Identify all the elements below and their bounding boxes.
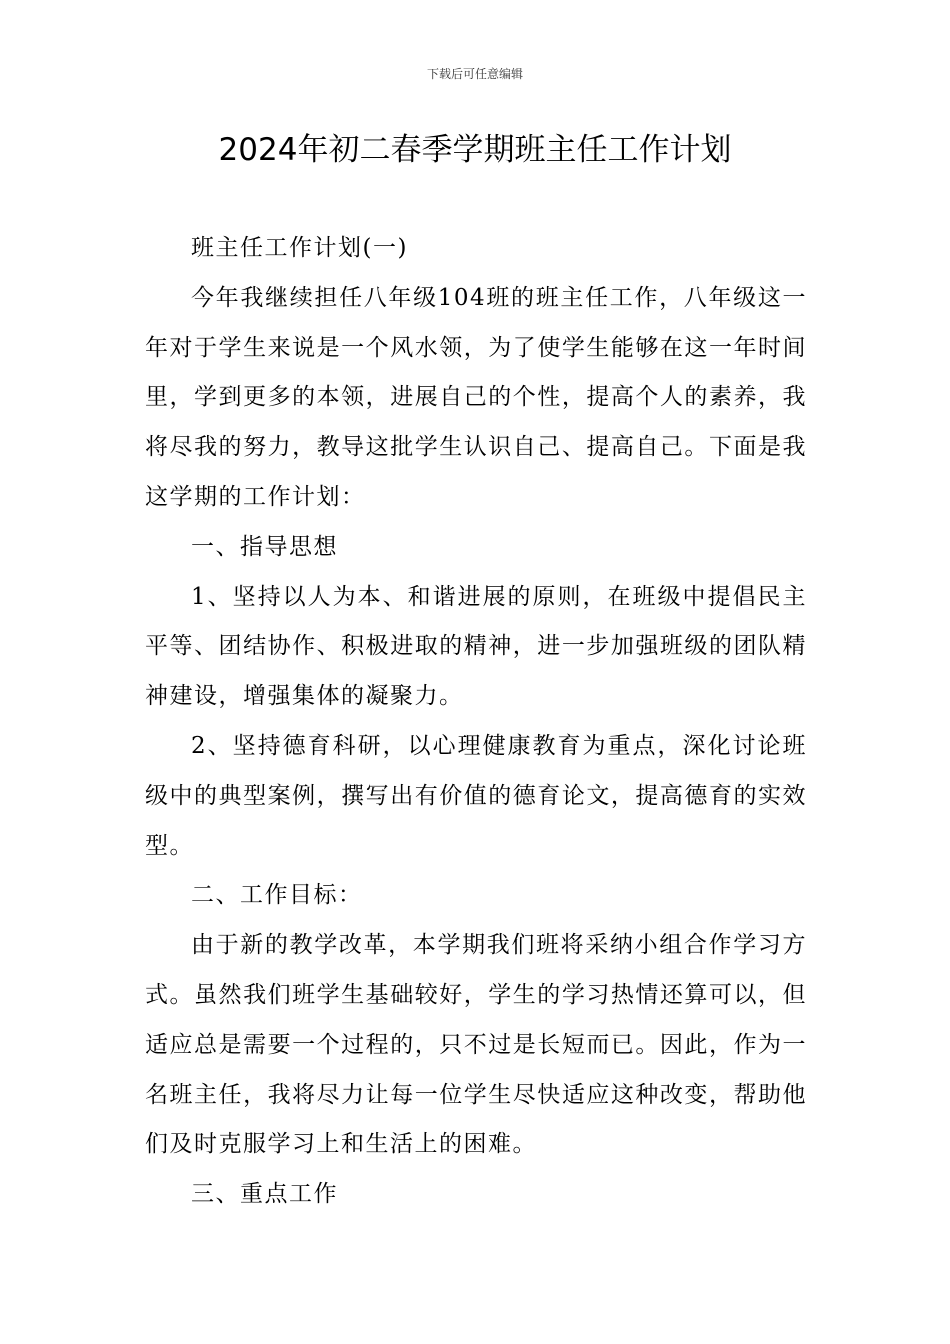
section-heading-work-goals: 二、工作目标： xyxy=(191,882,363,909)
document-body xyxy=(145,224,807,1220)
document-title: 2024年初二春季学期班主任工作计划 xyxy=(218,132,732,168)
section-heading-key-work: 三、重点工作 xyxy=(191,1181,338,1208)
paragraph-point-1: 1、坚持以人为本、和谐进展的原则，在班级中提倡民主平等、团结协作、积极进取的精神，进一步加强班级的团队精神建设，增强集体的凝聚力。 xyxy=(145,583,807,710)
paragraph-point-2: 2、坚持德育科研，以心理健康教育为重点，深化讨论班级中的典型案例，撰写出有价值的德育论文，提高德育的实效型。 xyxy=(145,732,807,859)
intro-paragraph: 今年我继续担任八年级104班的班主任工作，八年级这一年对于学生来说是一个风水领，为了使学生能够在这一年时间里，学到更多的本领，进展自己的个性，提高个人的素养，我将尽我的努力，教导这批学生认识自己、提高自己。下面是我这学期的工作计划： xyxy=(145,284,807,510)
section-heading-guiding-thought: 一、指导思想 xyxy=(191,533,338,560)
header-note: 下载后可任意编辑 xyxy=(426,67,523,81)
section-subtitle: 班主任工作计划(一) xyxy=(191,235,408,261)
goals-paragraph: 由于新的教学改革，本学期我们班将采纳小组合作学习方式。虽然我们班学生基础较好，学生的学习热情还算可以，但适应总是需要一个过程的，只不过是长短而已。因此，作为一名班主任，我将尽力让每一位学生尽快适应这种改变，帮助他们及时克服学习上和生活上的困难。 xyxy=(145,932,807,1158)
